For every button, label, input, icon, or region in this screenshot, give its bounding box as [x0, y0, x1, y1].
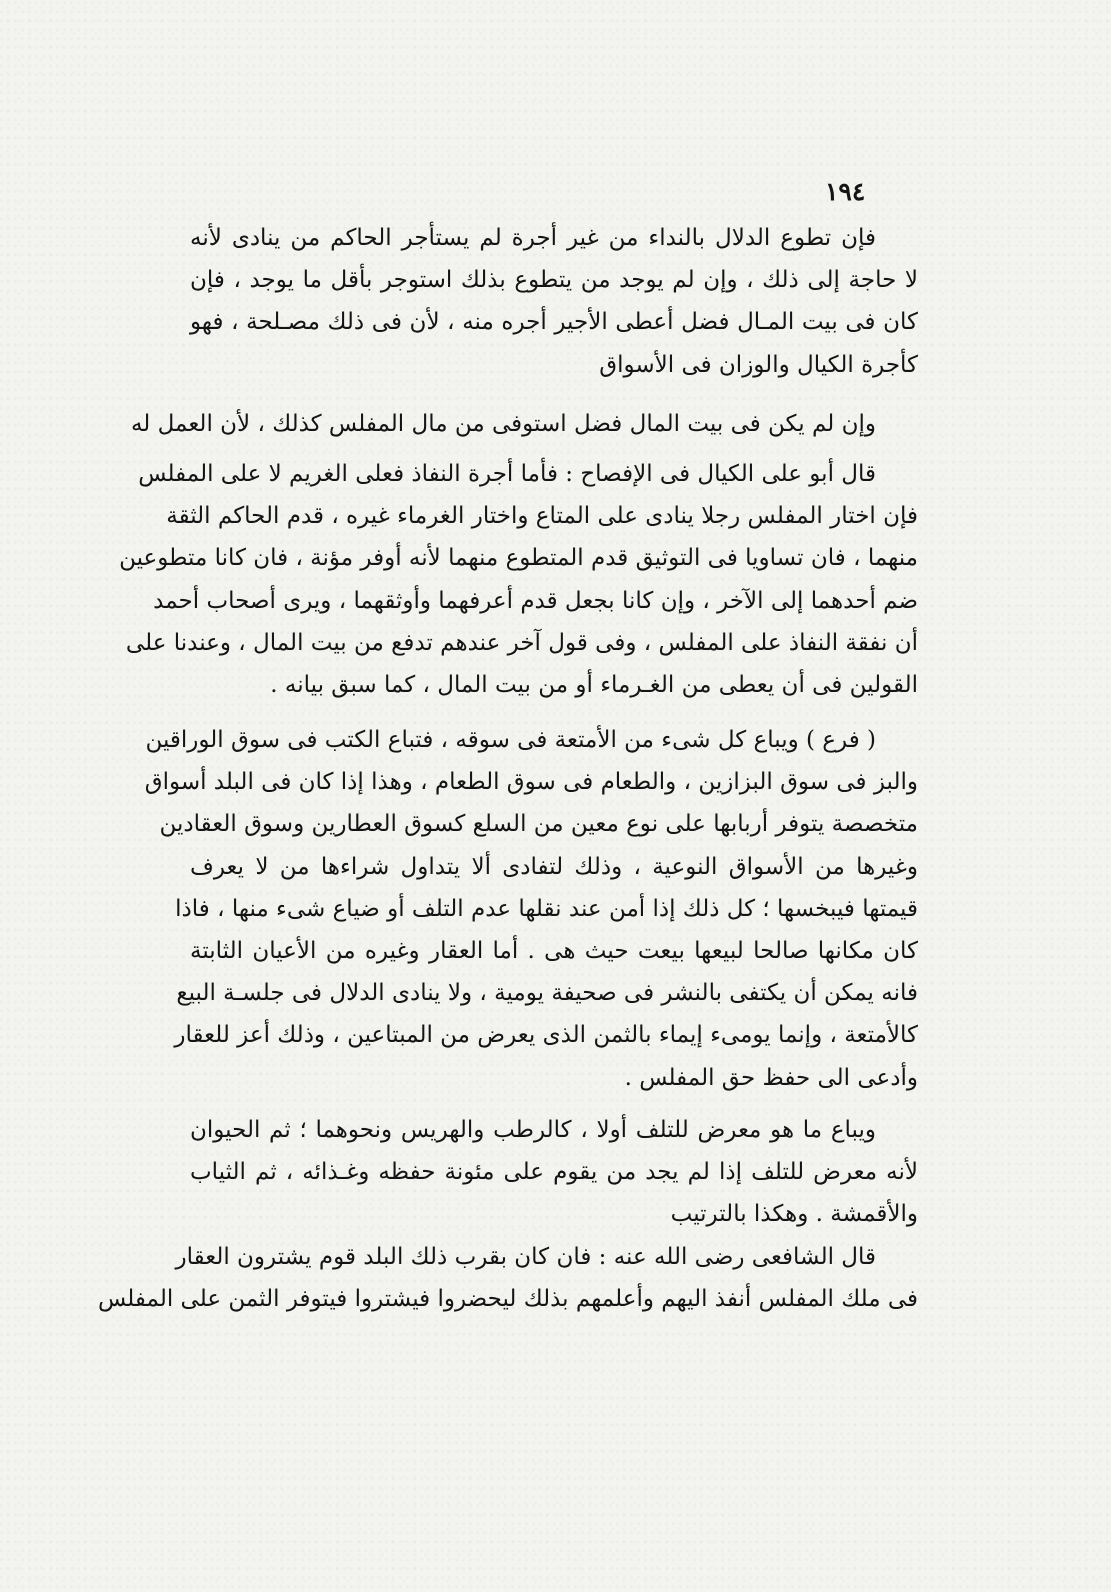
paragraph — [119, 453, 918, 706]
text-line: ( فرع ) ويباع كل شىء من الأمتعة فى سوقه ، فتباع الكتب فى سوق الوراقين — [145, 727, 876, 753]
paragraph — [190, 1109, 918, 1236]
text-line: لا حاجة إلى ذلك ، وإن لم يوجد من يتطوع بذلك استوجر بأقل ما يوجد ، فإن — [190, 267, 918, 294]
text-line: فانه يمكن أن يكتفى بالنشر فى صحيفة يومية ، ولا ينادى الدلال فى جلسـة البيع — [176, 980, 918, 1007]
paragraph — [97, 1236, 918, 1320]
text-line: كان مكانها صالحا لبيعها بيعت حيث هى . أما العقار وغيره من الأعيان الثابتة — [190, 937, 918, 964]
page-number: ١٩٤ — [825, 177, 866, 206]
text-line: وإن لم يكن فى بيت المال فضل استوفى من مال المفلس كذلك ، لأن العمل له — [130, 411, 876, 437]
text-line: والبز فى سوق البزازين ، والطعام فى سوق الطعام ، وهذا إذا كان فى البلد أسواق — [144, 769, 918, 796]
text-line: وأدعى الى حفظ حق المفلس . — [624, 1064, 918, 1091]
text-line: لأنه معرض للتلف إذا لم يجد من يقوم على مئونة حفظه وغـذائه ، ثم الثياب — [190, 1159, 918, 1186]
text-line: قال الشافعى رضى الله عنه : فان كان بقرب ذلك البلد قوم يشترون العقار — [175, 1244, 876, 1270]
text-line: منهما ، فان تساويا فى التوثيق قدم المتطوع منهما لأنه أوفر مؤنة ، فان كانا متطوعين — [119, 545, 918, 572]
text-line: متخصصة يتوفر أربابها على نوع معين من السلع كسوق العطارين وسوق العقادين — [159, 811, 918, 838]
paragraph — [130, 403, 918, 445]
text-line: فإن اختار المفلس رجلا ينادى على المتاع واختار الغرماء غيره ، قدم الحاكم الثقة — [166, 503, 918, 530]
text-line: وغيرها من الأسواق النوعية ، وذلك لتفادى ألا يتداول شراءها من لا يعرف — [190, 853, 918, 880]
paragraph — [144, 719, 918, 1099]
text-line: أن نفقة النفاذ على المفلس ، وفى قول آخر عندهم تدفع من بيت المال ، وعندنا على — [125, 629, 918, 656]
text-line: القولين فى أن يعطى من الغـرماء أو من بيت المال ، كما سبق بيانه . — [270, 671, 918, 698]
text-line: كأجرة الكيال والوزان فى الأسواق — [599, 351, 918, 378]
text-line: كان فى بيت المـال فضل أعطى الأجير أجره منه ، لأن فى ذلك مصـلحة ، فهو — [190, 309, 918, 336]
text-line: كالأمتعة ، وإنما يومىء إيماء بالثمن الذى يعرض من المبتاعين ، وذلك أعز للعقار — [174, 1022, 918, 1049]
text-line: قيمتها فيبخسها ؛ كل ذلك إذا أمن عند نقلها عدم التلف أو ضياع شىء منها ، فاذا — [175, 895, 918, 922]
text-line: قال أبو على الكيال فى الإفصاح : فأما أجرة النفاذ فعلى الغريم لا على المفلس — [138, 461, 876, 487]
text-line: ويباع ما هو معرض للتلف أولا ، كالرطب والهريس ونحوهما ؛ ثم الحيوان — [190, 1117, 876, 1143]
text-line: فإن تطوع الدلال بالنداء من غير أجرة لم يستأجر الحاكم من ينادى لأنه — [190, 225, 876, 251]
text-line: ضم أحدهما إلى الآخر ، وإن كانا بجعل قدم أعرفهما وأوثقهما ، ويرى أصحاب أحمد — [153, 587, 918, 614]
text-line: فى ملك المفلس أنفذ اليهم وأعلمهم بذلك ليحضروا فيشتروا فيتوفر الثمن على المفلس — [97, 1286, 918, 1313]
text-line: والأقمشة . وهكذا بالترتيب — [670, 1201, 918, 1228]
paragraph — [190, 217, 918, 386]
